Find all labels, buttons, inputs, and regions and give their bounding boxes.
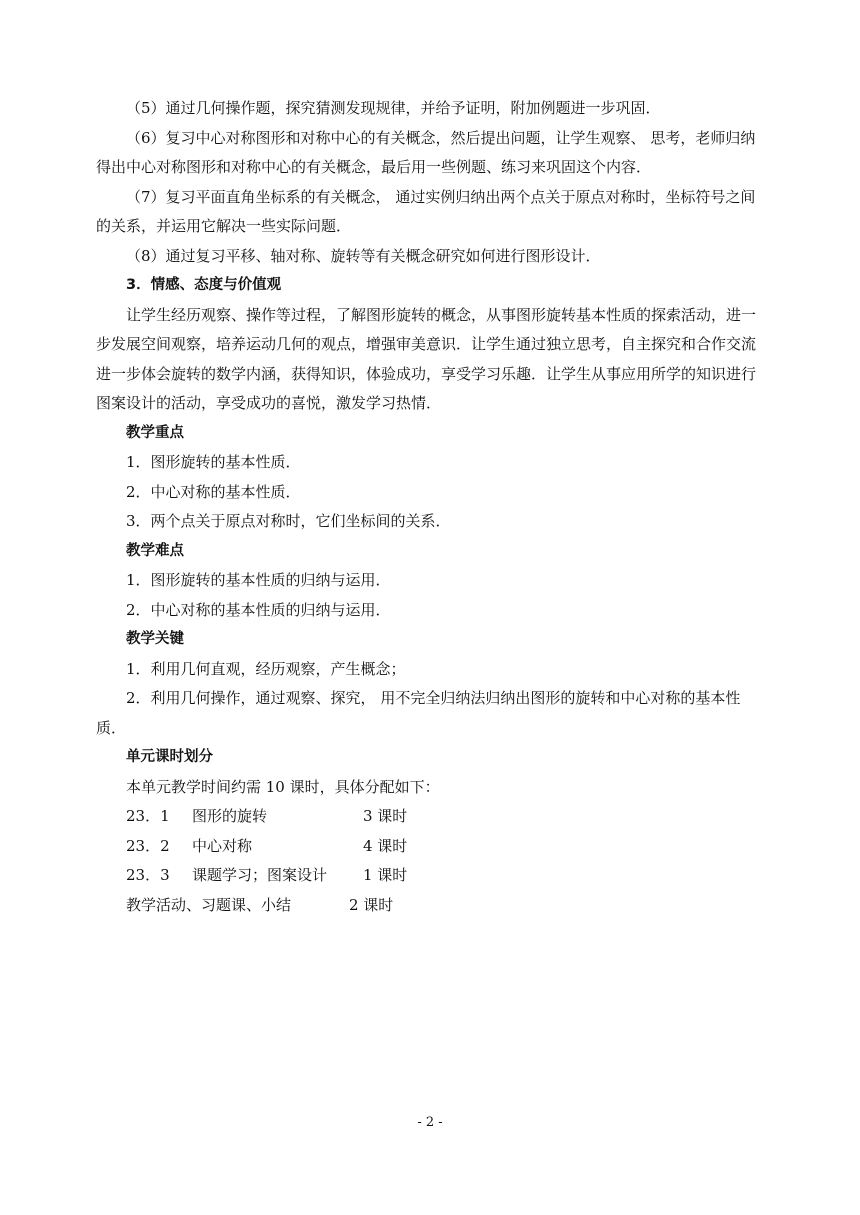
schedule-num: 23．1: [126, 807, 170, 825]
schedule-name: 图形的旋转: [192, 807, 268, 825]
page-number: - 2 -: [417, 1115, 443, 1130]
paragraph-8: （8）通过复习平移、轴对称、旋转等有关概念研究如何进行图形设计．: [126, 246, 601, 265]
paragraph-6: （6）复习中心对称图形和对称中心的有关概念，然后提出问题，让学生观察、 思考，老师归纳得出中心对称图形和对称中心的有关概念，最后用一些例题、练习来巩固这个内容．: [96, 128, 756, 176]
focus-item: 1．图形旋转的基本性质．: [126, 453, 301, 471]
schedule-row: [96, 832, 768, 862]
schedule-num: 23．3: [126, 866, 170, 884]
schedule-row: [96, 802, 768, 832]
focus-heading: 教学重点: [126, 424, 184, 441]
schedule-hours: 1 课时: [363, 866, 408, 884]
document-body: [96, 94, 768, 920]
schedule-row-summary: [96, 891, 768, 921]
schedule-num: 23．2: [126, 836, 170, 855]
schedule-hours: 3 课时: [363, 807, 408, 825]
key-item: 1．利用几何直观，经历观察，产生概念；: [126, 659, 406, 678]
key-item: 2．利用几何操作，通过观察、探究， 用不完全归纳法归纳出图形的旋转和中心对称的基本性质．: [96, 689, 741, 737]
paragraph-5: （5）通过几何操作题，探究猜测发现规律，并给予证明，附加例题进一步巩固．: [126, 99, 661, 117]
focus-item: 3．两个点关于原点对称时，它们坐标间的关系．: [126, 512, 451, 530]
schedule-name: 中心对称: [192, 836, 253, 855]
section-3-heading: 3．情感、态度与价值观: [126, 277, 282, 293]
schedule-heading: 单元课时划分: [126, 749, 213, 765]
schedule-summary-hours: 2 课时: [349, 895, 394, 914]
key-heading: 教学关键: [126, 631, 184, 647]
section-3-body: 让学生经历观察、操作等过程，了解图形旋转的概念，从事图形旋转基本性质的探索活动，进一步发展空间观察，培养运动几何的观点，增强审美意识．让学生通过独立思考，自主探究和合作交流进一步体会旋转的数学内涵，获得知识，体验成功，享受学习乐趣．让学生从事应用所学的知识进行图案设计的活动，享受成功的喜悦，激发学习热情．: [96, 305, 757, 412]
paragraph-7: （7）复习平面直角坐标系的有关概念， 通过实例归纳出两个点关于原点对称时，坐标符号之间的关系，并运用它解决一些实际问题．: [96, 187, 756, 235]
schedule-row: [96, 861, 768, 891]
difficulty-heading: 教学难点: [126, 542, 184, 559]
schedule-intro: 本单元教学时间约需 10 课时，具体分配如下：: [126, 777, 440, 796]
schedule-hours: 4 课时: [363, 836, 408, 855]
schedule-name: 课题学习；图案设计: [192, 866, 328, 884]
difficulty-item: 2．中心对称的基本性质的归纳与运用．: [126, 600, 391, 619]
focus-item: 2．中心对称的基本性质．: [126, 482, 301, 501]
schedule-summary-label: 教学活动、习题课、小结: [126, 895, 292, 914]
difficulty-item: 1．图形旋转的基本性质的归纳与运用．: [126, 571, 391, 589]
